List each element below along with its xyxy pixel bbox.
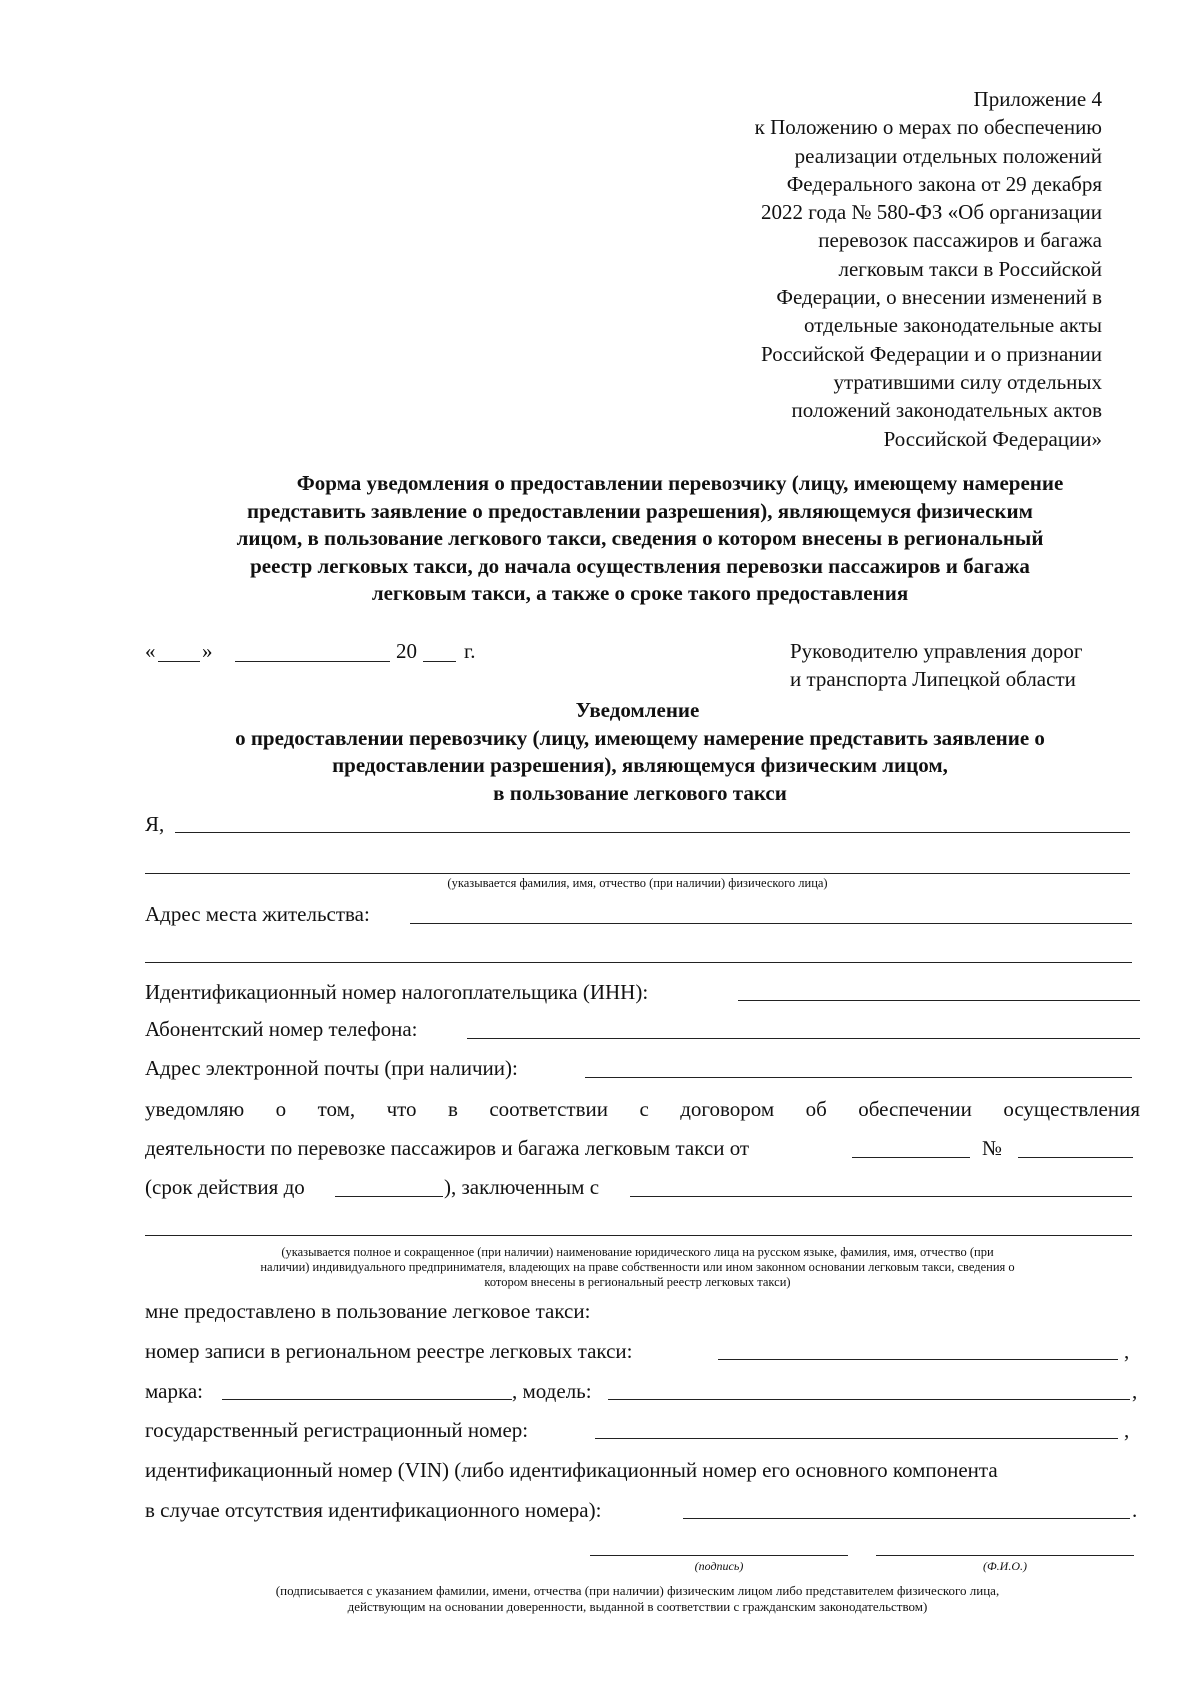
- form-title-line: Форма уведомления о предоставлении перевозчику (лицу, имеющему намерение: [296, 471, 1064, 495]
- provided-label: мне предоставлено в пользование легковое такси:: [145, 1299, 591, 1323]
- record-field[interactable]: [718, 1359, 1118, 1360]
- reg-number-label: государственный регистрационный номер:: [145, 1418, 529, 1442]
- addressee-line: и транспорта Липецкой области: [790, 667, 1076, 691]
- brand-label: марка:: [145, 1379, 204, 1403]
- appendix-line: реализации отдельных положений: [794, 143, 1102, 168]
- org-field-continued[interactable]: [145, 1235, 1132, 1236]
- brand-field[interactable]: [222, 1399, 512, 1400]
- org-hint: [145, 1245, 1130, 1290]
- notify-line: деятельности по перевозке пассажиров и багажа легковым такси от: [145, 1136, 750, 1160]
- notice-title-line: о предоставлении перевозчику (лицу, имеющему намерение представить заявление о: [235, 725, 1045, 750]
- comma: ,: [1124, 1339, 1130, 1363]
- number-sign: №: [982, 1136, 1003, 1160]
- day-field[interactable]: [158, 661, 200, 662]
- term-close: ), заключенным с: [444, 1175, 600, 1199]
- appendix-line: утратившими силу отдельных: [833, 369, 1102, 394]
- name-hint: (указывается фамилия, имя, отчество (при наличии) физического лица): [447, 876, 828, 890]
- term-field[interactable]: [335, 1196, 443, 1197]
- model-field[interactable]: [608, 1399, 1130, 1400]
- form-title-line: представить заявление о предоставлении разрешения), являющемуся физическим: [247, 498, 1033, 523]
- form-title-line: легковым такси, а также о сроке такого предоставления: [371, 581, 909, 605]
- signature-footer: [145, 1583, 1130, 1615]
- form-title-line: реестр легковых такси, до начала осуществления перевозки пассажиров и багажа: [250, 553, 1030, 578]
- address-label: Адрес места жительства:: [145, 902, 370, 926]
- signature-field[interactable]: [590, 1555, 848, 1556]
- appendix-line: положений законодательных актов: [791, 398, 1102, 423]
- reg-number-field[interactable]: [595, 1438, 1118, 1439]
- model-label: , модель:: [512, 1379, 592, 1403]
- period: .: [1132, 1498, 1138, 1522]
- appendix-line: отдельные законодательные акты: [804, 313, 1102, 338]
- fio-hint: (Ф.И.О.): [983, 1559, 1027, 1573]
- addressee-line: Руководителю управления дорог: [790, 639, 1083, 663]
- appendix-line: Российской Федерации и о признании: [761, 341, 1102, 366]
- phone-field[interactable]: [467, 1038, 1140, 1039]
- form-title: [140, 470, 1140, 608]
- year-suffix: г.: [464, 639, 476, 663]
- email-label: Адрес электронной почты (при наличии):: [145, 1056, 518, 1080]
- appendix-line: Федерации, о внесении изменений в: [776, 285, 1102, 310]
- appendix-line: перевозок пассажиров и багажа: [818, 228, 1102, 253]
- year-prefix: 20: [396, 639, 417, 663]
- org-hint-line: наличии) индивидуального предпринимателя, владеющих на праве собственности или ином законном основании легковым такси, сведения о: [260, 1260, 1015, 1274]
- appendix-line: 2022 года № 580-ФЗ «Об организации: [761, 200, 1102, 225]
- date-close-quote: »: [202, 639, 213, 663]
- phone-label: Абонентский номер телефона:: [145, 1017, 418, 1041]
- notice-title-line: предоставлении разрешения), являющемуся физическим лицом,: [332, 753, 948, 777]
- contract-date-field[interactable]: [852, 1157, 970, 1158]
- contract-number-field[interactable]: [1018, 1157, 1133, 1158]
- form-title-line: лицом, в пользование легкового такси, сведения о котором внесены в региональный: [236, 526, 1044, 550]
- appendix-line: Приложение 4: [973, 87, 1102, 111]
- appendix-header: [642, 85, 1102, 453]
- appendix-line: Федерального закона от 29 декабря: [786, 171, 1102, 196]
- vin-line: в случае отсутствия идентификационного номера):: [145, 1498, 602, 1522]
- signature-hint: (подпись): [694, 1559, 744, 1573]
- signature-footer-line: (подписывается с указанием фамилии, имени, отчества (при наличии) физическим лицом либо представителем физического лица,: [275, 1583, 1000, 1598]
- month-field[interactable]: [235, 661, 390, 662]
- name-field-continued[interactable]: [145, 873, 1130, 874]
- date-open-quote: «: [145, 639, 156, 663]
- vin-line: идентификационный номер (VIN) (либо идентификационный номер его основного компонента: [145, 1458, 998, 1482]
- address-field-continued[interactable]: [145, 962, 1132, 963]
- notify-line: уведомляю о том, что в соответствии с договором об обеспечении осуществления: [145, 1097, 1140, 1121]
- address-field[interactable]: [410, 923, 1132, 924]
- inn-label: Идентификационный номер налогоплательщика (ИНН):: [145, 980, 649, 1004]
- appendix-line: к Положению о мерах по обеспечению: [754, 115, 1102, 140]
- term-open: (срок действия до: [145, 1175, 305, 1199]
- inn-field[interactable]: [738, 1000, 1140, 1001]
- i-label: Я,: [145, 812, 165, 836]
- vin-field[interactable]: [683, 1518, 1130, 1519]
- comma: ,: [1124, 1418, 1130, 1442]
- email-field[interactable]: [585, 1077, 1132, 1078]
- year-field[interactable]: [423, 661, 456, 662]
- notice-title-line: в пользование легкового такси: [493, 780, 787, 805]
- signature-footer-line: действующим на основании доверенности, выданной в соответствии с гражданским законодательством): [347, 1599, 928, 1614]
- notice-heading: Уведомление: [575, 698, 700, 722]
- appendix-line: Российской Федерации»: [883, 426, 1102, 451]
- comma: ,: [1132, 1379, 1138, 1403]
- appendix-line: легковым такси в Российской: [838, 256, 1102, 281]
- org-field[interactable]: [630, 1196, 1132, 1197]
- org-hint-line: (указывается полное и сокращенное (при наличии) наименование юридического лица на русском языке, фамилия, имя, отчество (при: [281, 1245, 994, 1259]
- name-field[interactable]: [175, 832, 1130, 833]
- record-label: номер записи в региональном реестре легковых такси:: [145, 1339, 633, 1363]
- org-hint-line: котором внесены в региональный реестр легковых такси): [484, 1275, 791, 1289]
- fio-field[interactable]: [876, 1555, 1134, 1556]
- notice-title: [140, 697, 1140, 807]
